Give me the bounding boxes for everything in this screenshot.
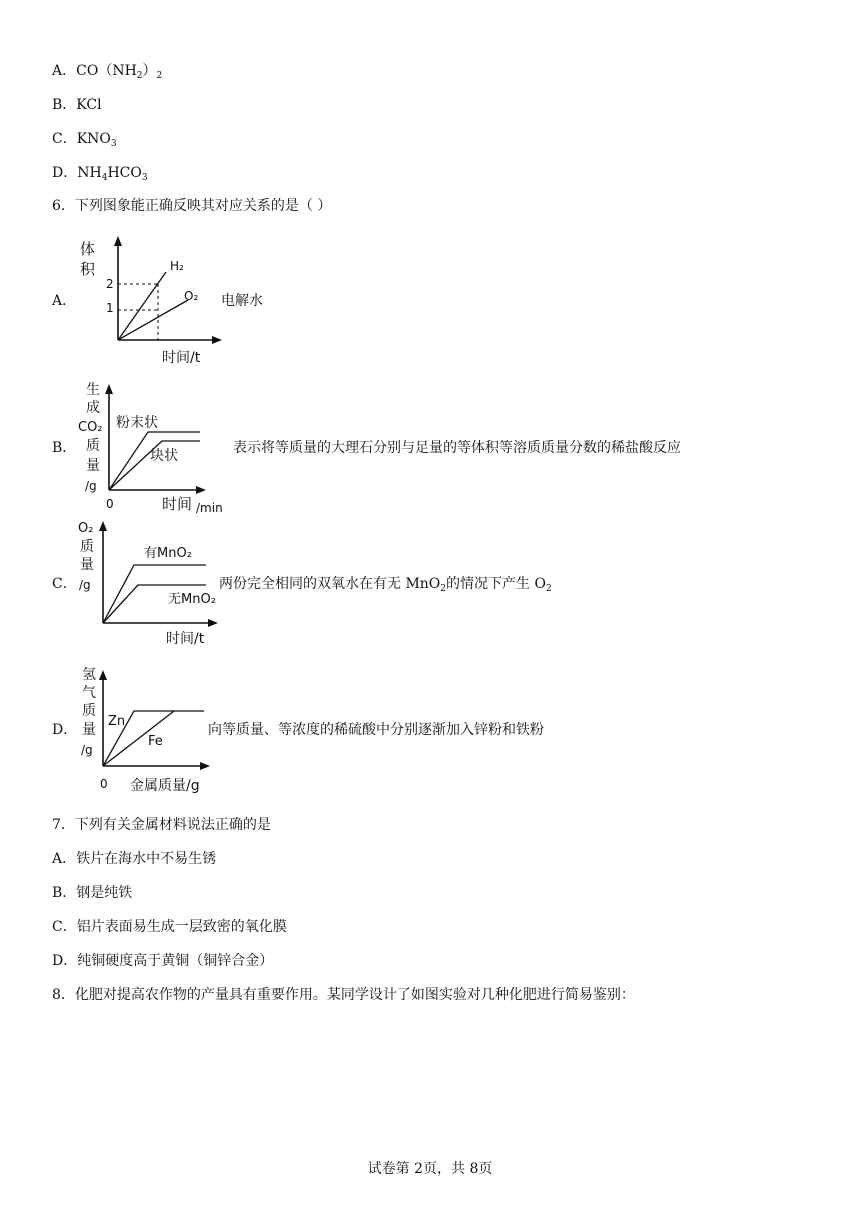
q6-option-a-letter: A． xyxy=(52,293,77,309)
q5-option-a: A．$CO(NH_2)_2$ xyxy=(52,63,163,81)
q6-option-c-desc: 两份完全相同的双氧水在有无 MnO$_2$的情况下产生 $O_2$ xyxy=(219,576,552,594)
graph-a-tick-2: 2 xyxy=(106,277,114,291)
q7-option-a: A．铁片在海水中不易生锈 xyxy=(52,851,217,867)
graph-c-ylabel-2: 质 xyxy=(80,539,94,555)
q7-stem: 7．下列有关金属材料说法正确的是 xyxy=(52,817,271,833)
graph-c-x-arrow xyxy=(208,619,218,627)
graph-a-xlabel: 时间/t xyxy=(162,350,201,366)
q8-stem: 8．化肥对提高农作物的产量具有重要作用。某同学设计了如图实验对几种化肥进行简易鉴别： xyxy=(52,987,635,1003)
graph-c-xlabel: 时间/t xyxy=(166,631,205,647)
graph-c-y-arrow xyxy=(99,521,107,531)
graph-b-ylabel-4: 质 xyxy=(86,438,100,454)
graph-electrolysis-water xyxy=(76,232,226,368)
q6-stem: 6．下列图象能正确反映其对应关系的是（ ） xyxy=(52,198,332,214)
graph-d-fe-label: Fe xyxy=(148,734,163,749)
graph-a-y-arrow xyxy=(114,236,122,246)
graph-b-ylabel-1: 生 xyxy=(86,382,100,398)
graph-a-tick-1: 1 xyxy=(106,301,114,315)
graph-a-ylabel-2: 积 xyxy=(80,260,96,278)
q6-option-d-desc: 向等质量、等浓度的稀硫酸中分别逐渐加入锌粉和铁粉 xyxy=(208,722,544,738)
graph-b-ylabel-3: CO₂ xyxy=(78,420,103,435)
q6-option-c-letter: C． xyxy=(52,576,77,592)
graph-b-ylabel-2: 成 xyxy=(86,400,100,416)
graph-c-ylabel-4: /g xyxy=(79,578,91,592)
q6-option-b-letter: B． xyxy=(52,440,77,456)
q7-option-b: B．钢是纯铁 xyxy=(52,885,133,901)
graph-c-ylabel-3: 量 xyxy=(80,557,94,573)
graph-a-o2-label: O₂ xyxy=(184,289,199,303)
q5-option-d: D．$NH_4HCO_3$ xyxy=(52,165,148,183)
graph-d-ylabel-3: 质 xyxy=(82,703,96,719)
q7-option-d: D．纯铜硬度高于黄铜（铜锌合金） xyxy=(52,953,274,969)
graph-b-origin: 0 xyxy=(106,497,114,511)
graph-b-lump-label: 块状 xyxy=(150,448,178,464)
graph-a-h2-line xyxy=(118,272,166,340)
graph-a-o2-line xyxy=(118,300,188,340)
q6-option-d-letter: D． xyxy=(52,722,78,738)
q5-option-c: C．$KNO_3$ xyxy=(52,131,117,149)
graph-d-x-arrow xyxy=(200,762,210,770)
graph-a-h2-label: H₂ xyxy=(170,259,184,273)
graph-b-xlabel-main: 时间 xyxy=(162,495,193,513)
graph-b-powder-label: 粉末状 xyxy=(116,415,158,431)
q7-option-c: C．铝片表面易生成一层致密的氧化膜 xyxy=(52,919,287,935)
graph-d-ylabel-1: 氢 xyxy=(82,667,96,683)
graph-d-ylabel-2: 气 xyxy=(82,685,96,701)
graph-hydrogen-peroxide xyxy=(76,517,226,651)
page-footer: 试卷第 2页，共 8页 xyxy=(367,1161,493,1177)
graph-b-y-arrow xyxy=(105,384,113,394)
q5-option-b: B．KCl xyxy=(52,97,102,113)
graph-b-ylabel-6: /g xyxy=(85,479,97,493)
graph-c-ylabel-1: O₂ xyxy=(78,521,94,536)
graph-a-x-arrow xyxy=(212,336,222,344)
graph-d-origin: 0 xyxy=(100,777,108,791)
graph-b-x-arrow xyxy=(196,486,206,494)
graph-d-y-arrow xyxy=(99,670,107,680)
graph-zinc-iron-acid xyxy=(76,664,226,800)
graph-d-xlabel: 金属质量/g xyxy=(130,778,200,794)
graph-d-zn-label: Zn xyxy=(108,714,126,729)
q6-option-a-desc: 电解水 xyxy=(221,293,263,309)
q6-option-b-desc: 表示将等质量的大理石分别与足量的等体积等溶质质量分数的稀盐酸反应 xyxy=(233,440,681,456)
graph-marble-co2 xyxy=(76,378,236,520)
graph-b-ylabel-5: 量 xyxy=(86,458,100,474)
graph-d-ylabel-5: /g xyxy=(81,743,93,757)
graph-c-without-mno2-label: 无MnO₂ xyxy=(168,592,216,607)
graph-c-with-mno2-label: 有MnO₂ xyxy=(144,546,192,561)
graph-d-ylabel-4: 量 xyxy=(82,722,96,738)
graph-b-xlabel-unit: /min xyxy=(196,501,223,515)
graph-a-ylabel-1: 体 xyxy=(80,240,96,258)
